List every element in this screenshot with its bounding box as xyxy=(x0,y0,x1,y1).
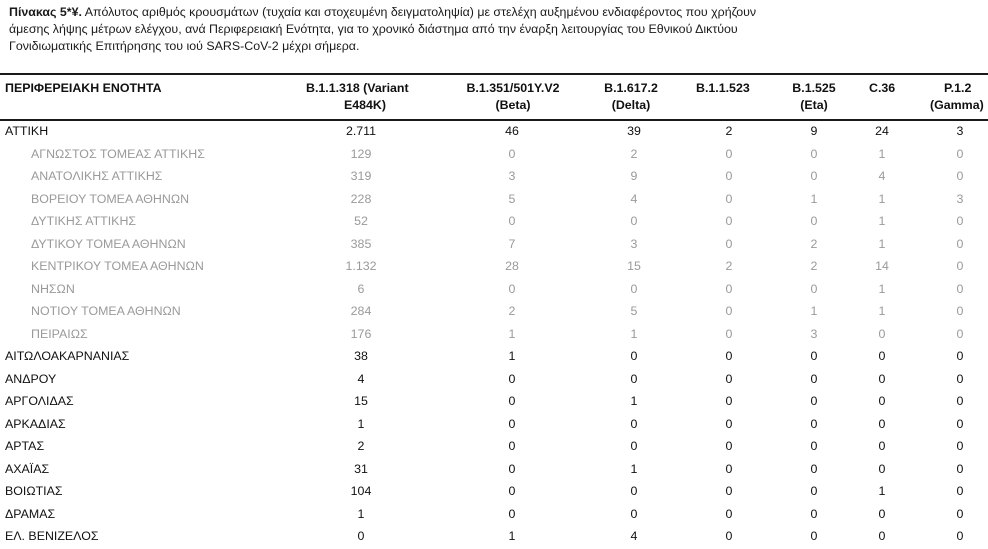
table-row xyxy=(0,166,988,189)
row-value: 46 xyxy=(505,124,519,138)
row-value: 0 xyxy=(810,169,818,183)
caption-text-1: Απόλυτος αριθμός κρουσμάτων (τυχαία και στοχευμένη δειγματοληψία) με στελέχη αυξημένου ενδιαφέροντος που χρήζουν xyxy=(81,5,757,19)
row-value: 129 xyxy=(350,146,372,161)
row-value: 0 xyxy=(956,416,964,431)
row-value: 0 xyxy=(810,416,818,431)
header-col-gamma xyxy=(930,80,988,114)
row-value: 9 xyxy=(810,124,818,138)
row-value: 0 xyxy=(508,281,516,296)
header-col-label: B.1.617.2 xyxy=(604,81,658,95)
row-value: 0 xyxy=(956,529,964,543)
row-value: 0 xyxy=(956,461,964,476)
row-value: 0 xyxy=(357,529,365,543)
header-region: ΠΕΡΙΦΕΡΕΙΑΚΗ ΕΝΟΤΗΤΑ xyxy=(5,81,162,95)
row-value: 15 xyxy=(627,259,641,273)
row-value: 0 xyxy=(810,461,818,476)
header-col-delta xyxy=(600,80,662,114)
row-value: 1 xyxy=(878,281,886,296)
row-name: ΝΟΤΙΟΥ ΤΟΜΕΑ ΑΘΗΝΩΝ xyxy=(31,304,181,318)
row-value: 0 xyxy=(630,484,638,498)
row-value: 4 xyxy=(357,371,365,386)
row-value: 0 xyxy=(725,236,733,251)
row-value: 0 xyxy=(630,281,638,296)
table-top-rule xyxy=(0,73,988,75)
row-value: 1 xyxy=(357,416,365,431)
row-value: 0 xyxy=(810,439,818,453)
row-name: ΑΡΤΑΣ xyxy=(5,439,45,453)
row-name: ΒΟΡΕΙΟΥ ΤΟΜΕΑ ΑΘΗΝΩΝ xyxy=(31,191,190,206)
row-name: ΑΙΤΩΛΟΑΚΑΡΝΑΝΙΑΣ xyxy=(5,349,130,363)
row-value: 6 xyxy=(357,281,365,296)
row-value: 0 xyxy=(725,191,733,206)
row-value: 0 xyxy=(508,484,516,498)
table-row xyxy=(0,301,988,324)
table-row xyxy=(0,211,988,234)
row-value: 0 xyxy=(508,461,516,476)
row-value: 0 xyxy=(725,304,733,318)
row-value: 1 xyxy=(630,461,638,476)
row-name: ΝΗΣΩΝ xyxy=(31,281,75,296)
row-value: 1 xyxy=(878,146,886,161)
row-value: 0 xyxy=(810,506,818,521)
row-value: 2 xyxy=(810,259,818,273)
row-value: 0 xyxy=(725,529,733,543)
row-value: 0 xyxy=(878,349,886,363)
row-value: 0 xyxy=(956,326,964,341)
row-value: 2 xyxy=(725,259,733,273)
row-value: 0 xyxy=(956,281,964,296)
row-value: 3 xyxy=(508,169,516,183)
row-value: 0 xyxy=(508,394,516,408)
table-row xyxy=(0,346,988,369)
row-value: 176 xyxy=(350,326,372,341)
header-col-label: B.1.351/501Y.V2 xyxy=(466,81,560,95)
row-value: 2 xyxy=(810,236,818,251)
row-value: 0 xyxy=(878,394,886,408)
row-value: 14 xyxy=(875,259,889,273)
row-value: 0 xyxy=(956,394,964,408)
row-value: 0 xyxy=(725,394,733,408)
row-value: 0 xyxy=(725,461,733,476)
row-value: 4 xyxy=(878,169,886,183)
row-value: 385 xyxy=(350,236,372,251)
row-value: 4 xyxy=(630,191,638,206)
row-value: 1 xyxy=(878,214,886,228)
row-value: 0 xyxy=(810,371,818,386)
row-value: 0 xyxy=(630,416,638,431)
row-value: 2.711 xyxy=(345,124,377,138)
header-col-label: P.1.2 xyxy=(944,81,972,95)
row-value: 0 xyxy=(878,416,886,431)
table-row xyxy=(0,459,988,482)
row-value: 0 xyxy=(810,529,818,543)
row-value: 0 xyxy=(878,506,886,521)
row-value: 2 xyxy=(630,146,638,161)
row-value: 0 xyxy=(956,484,964,498)
row-value: 228 xyxy=(350,191,372,206)
row-value: 1 xyxy=(810,191,818,206)
row-value: 1 xyxy=(878,484,886,498)
row-value: 0 xyxy=(956,146,964,161)
table-row xyxy=(0,234,988,257)
row-value: 284 xyxy=(350,304,372,318)
row-name: ΕΛ. ΒΕΝΙΖΕΛΟΣ xyxy=(5,529,99,543)
header-col-b11523 xyxy=(696,80,750,97)
row-value: 0 xyxy=(878,529,886,543)
row-value: 3 xyxy=(956,191,964,206)
table-row xyxy=(0,414,988,437)
row-value: 0 xyxy=(725,146,733,161)
table-row xyxy=(0,121,988,144)
row-value: 1 xyxy=(357,506,365,521)
row-value: 1 xyxy=(878,236,886,251)
row-name: ΑΓΝΩΣΤΟΣ ΤΟΜΕΑΣ ΑΤΤΙΚΗΣ xyxy=(31,146,205,161)
row-value: 0 xyxy=(956,259,964,273)
row-value: 3 xyxy=(630,236,638,251)
row-name: ΔΥΤΙΚΗΣ ΑΤΤΙΚΗΣ xyxy=(31,214,137,228)
header-col-sublabel: E484K) xyxy=(343,98,386,112)
row-value: 0 xyxy=(810,484,818,498)
row-value: 0 xyxy=(956,439,964,453)
header-col-c36 xyxy=(869,80,895,97)
row-value: 0 xyxy=(878,371,886,386)
header-col-sublabel: (Gamma) xyxy=(930,98,984,112)
header-col-eta xyxy=(788,80,840,114)
caption-line-1 xyxy=(9,4,969,21)
row-value: 0 xyxy=(810,394,818,408)
table-row xyxy=(0,504,988,527)
row-name: ΑΝΔΡΟΥ xyxy=(5,371,57,386)
row-value: 1.132 xyxy=(345,259,377,273)
caption-line-3: Γονιδιωματικής Επιτήρησης του ιού SARS-CoV-2 μέχρι σήμερα. xyxy=(9,39,360,53)
header-col-sublabel: (Eta) xyxy=(800,98,828,112)
row-value: 0 xyxy=(508,146,516,161)
row-value: 1 xyxy=(508,349,516,363)
row-value: 1 xyxy=(508,326,516,341)
row-value: 0 xyxy=(630,214,638,228)
row-value: 52 xyxy=(354,214,368,228)
table-row xyxy=(0,391,988,414)
row-name: ΑΡΓΟΛΙΔΑΣ xyxy=(5,394,74,408)
row-value: 0 xyxy=(878,326,886,341)
row-value: 0 xyxy=(956,506,964,521)
header-col-label: C.36 xyxy=(869,81,896,95)
row-value: 0 xyxy=(810,349,818,363)
row-value: 39 xyxy=(627,124,641,138)
row-value: 0 xyxy=(508,439,516,453)
caption-line-2: άμεσης λήψης μέτρων ελέγχου, ανά Περιφερειακή Ενότητα, για το χρονικό διάστημα από την έναρξη λειτουργίας του Εθνικού Δικτύου xyxy=(9,22,738,36)
table-row xyxy=(0,324,988,347)
row-value: 0 xyxy=(956,371,964,386)
row-value: 1 xyxy=(878,304,886,318)
row-name: ΑΝΑΤΟΛΙΚΗΣ ΑΤΤΙΚΗΣ xyxy=(31,169,163,183)
row-value: 0 xyxy=(725,281,733,296)
row-value: 3 xyxy=(956,124,964,138)
header-col-label: B.1.1.318 (Variant xyxy=(306,81,409,95)
row-name: ΑΧΑΪΑΣ xyxy=(5,461,50,476)
header-col-sublabel: (Delta) xyxy=(611,98,651,112)
row-value: 31 xyxy=(354,461,368,476)
row-value: 0 xyxy=(630,371,638,386)
table-row xyxy=(0,436,988,459)
row-value: 3 xyxy=(810,326,818,341)
row-value: 0 xyxy=(508,506,516,521)
row-value: 1 xyxy=(630,394,638,408)
row-value: 0 xyxy=(810,214,818,228)
row-value: 0 xyxy=(630,349,638,363)
table-body xyxy=(0,121,988,549)
row-value: 0 xyxy=(956,304,964,318)
row-value: 0 xyxy=(956,214,964,228)
row-value: 0 xyxy=(878,439,886,453)
row-value: 319 xyxy=(350,169,372,183)
row-value: 0 xyxy=(630,439,638,453)
row-value: 0 xyxy=(956,236,964,251)
row-value: 5 xyxy=(630,304,638,318)
row-value: 0 xyxy=(810,146,818,161)
row-value: 1 xyxy=(878,191,886,206)
row-value: 0 xyxy=(725,326,733,341)
row-value: 0 xyxy=(508,416,516,431)
header-col-b11318 xyxy=(306,80,424,114)
row-value: 0 xyxy=(725,439,733,453)
row-name: ΑΤΤΙΚΗ xyxy=(5,124,49,138)
table-header xyxy=(0,80,988,118)
row-value: 0 xyxy=(725,484,733,498)
row-value: 0 xyxy=(878,461,886,476)
table-row xyxy=(0,189,988,212)
row-value: 2 xyxy=(357,439,365,453)
row-value: 104 xyxy=(350,484,372,498)
row-value: 24 xyxy=(875,124,889,138)
row-name: ΔΥΤΙΚΟΥ ΤΟΜΕΑ ΑΘΗΝΩΝ xyxy=(31,236,186,251)
row-value: 0 xyxy=(508,214,516,228)
row-name: ΠΕΙΡΑΙΩΣ xyxy=(31,326,88,341)
header-col-sublabel: (Beta) xyxy=(495,98,531,112)
table-label: Πίνακας 5*¥. xyxy=(9,5,82,19)
row-value: 0 xyxy=(810,281,818,296)
table-row xyxy=(0,526,988,549)
row-value: 7 xyxy=(508,236,516,251)
row-value: 5 xyxy=(508,191,516,206)
row-name: ΒΟΙΩΤΙΑΣ xyxy=(5,484,63,498)
row-value: 0 xyxy=(725,506,733,521)
row-value: 0 xyxy=(630,506,638,521)
table-row xyxy=(0,144,988,167)
row-value: 0 xyxy=(725,371,733,386)
row-value: 15 xyxy=(354,394,368,408)
row-value: 0 xyxy=(508,371,516,386)
row-value: 28 xyxy=(505,259,519,273)
row-value: 0 xyxy=(725,169,733,183)
row-name: ΑΡΚΑΔΙΑΣ xyxy=(5,416,66,431)
header-col-label: B.1.1.523 xyxy=(696,81,750,95)
row-value: 1 xyxy=(810,304,818,318)
row-value: 2 xyxy=(508,304,516,318)
row-name: ΔΡΑΜΑΣ xyxy=(5,506,56,521)
table-caption xyxy=(9,4,969,55)
row-value: 0 xyxy=(725,349,733,363)
table-row xyxy=(0,481,988,504)
row-value: 1 xyxy=(508,529,516,543)
row-name: ΚΕΝΤΡΙΚΟΥ ΤΟΜΕΑ ΑΘΗΝΩΝ xyxy=(31,259,204,273)
row-value: 0 xyxy=(956,349,964,363)
table-row xyxy=(0,256,988,279)
table-row xyxy=(0,369,988,392)
table-row xyxy=(0,279,988,302)
header-col-label: B.1.525 xyxy=(792,81,836,95)
row-value: 0 xyxy=(725,416,733,431)
header-col-beta xyxy=(458,80,568,114)
row-value: 0 xyxy=(725,214,733,228)
row-value: 9 xyxy=(630,169,638,183)
row-value: 1 xyxy=(630,326,638,341)
row-value: 0 xyxy=(956,169,964,183)
row-value: 2 xyxy=(725,124,733,138)
row-value: 38 xyxy=(354,349,368,363)
row-value: 4 xyxy=(630,529,638,543)
